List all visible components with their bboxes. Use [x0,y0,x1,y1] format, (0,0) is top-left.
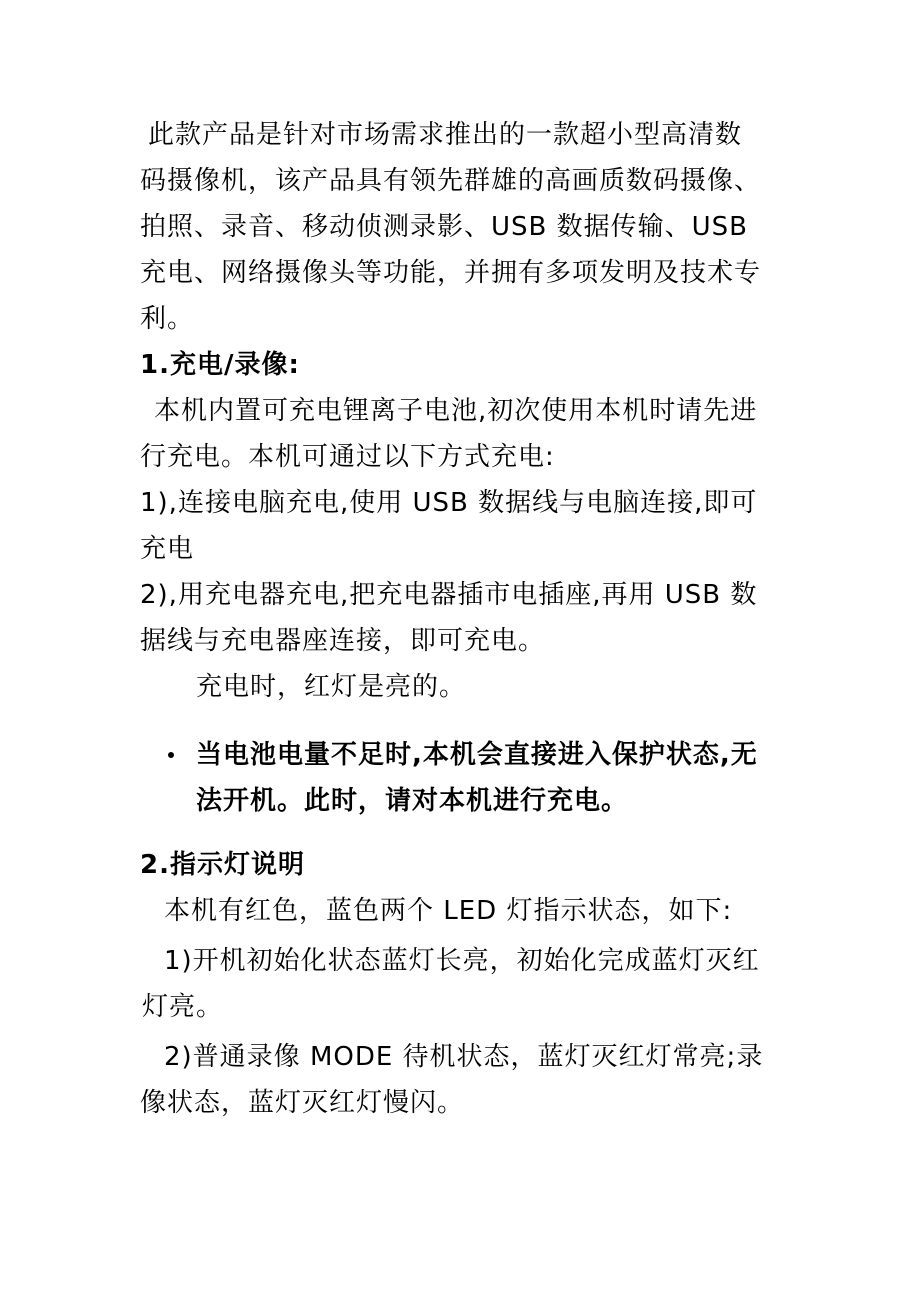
section1-item-2 [140,572,780,664]
warning-line-1: 当电池电量不足时,本机会直接进入保护状态,无 [196,740,758,770]
section1-paragraph [140,388,780,480]
intro-paragraph [140,112,780,342]
section2-item-2 [140,1034,780,1126]
warning-line-2: 法开机。此时，请对本机进行充电。 [196,786,629,816]
section1-para-line-2: 行充电。本机可通过以下方式充电: [140,442,555,472]
section1-para-line-1: 本机内置可充电锂离子电池,初次使用本机时请先进 [154,396,758,426]
intro-line-2: 码摄像机，该产品具有领先群雄的高画质数码摄像、 [140,166,762,196]
section2-item-2-line-2: 像状态，蓝灯灭红灯慢闪。 [140,1088,465,1118]
section2-paragraph: 本机有红色，蓝色两个 LED 灯指示状态，如下: [164,896,733,926]
intro-line-3: 拍照、录音、移动侦测录影、USB 数据传输、USB [140,212,749,242]
section2-item-1 [140,938,780,1030]
intro-line-1: 此款产品是针对市场需求推出的一款超小型高清数 [148,120,743,150]
section1-item-2-line-1: 2),用充电器充电,把充电器插市电插座,再用 USB 数 [140,580,758,610]
intro-line-5: 利。 [140,304,195,334]
section1-item-1-line-2: 充电 [140,534,195,564]
section1-item-2-line-2: 据线与充电器座连接，即可充电。 [140,626,546,656]
bullet-icon [168,752,174,758]
low-battery-warning [140,732,780,824]
intro-line-4: 充电、网络摄像头等功能，并拥有多项发明及技术专 [140,258,762,288]
section2-item-1-line-1: 1)开机初始化状态蓝灯长亮，初始化完成蓝灯灭红 [164,946,760,976]
section1-heading: 1.充电/录像: [140,350,300,380]
charging-note: 充电时，红灯是亮的。 [196,672,467,702]
section1-item-1 [140,480,780,572]
section1-item-1-line-1: 1),连接电脑充电,使用 USB 数据线与电脑连接,即可 [140,488,758,518]
warning-bullet-item [140,732,780,824]
section2-item-2-line-1: 2)普通录像 MODE 待机状态，蓝灯灭红灯常亮;录 [164,1042,764,1072]
section2-item-1-line-2: 灯亮。 [142,992,224,1022]
section2-heading: 2.指示灯说明 [140,850,305,880]
